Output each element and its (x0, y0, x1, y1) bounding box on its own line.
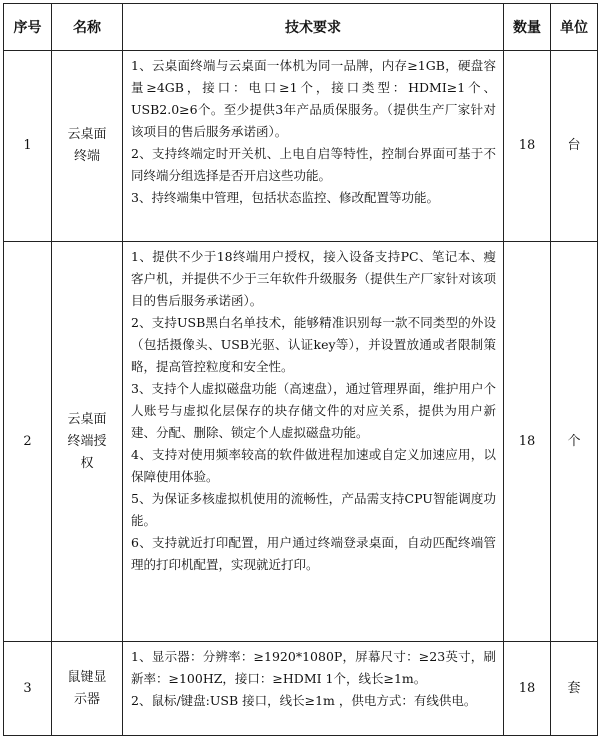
requirement-item: 1、显示器：分辨率：≥1920*1080P，屏幕尺寸：≥23英寸，刷新率：≥100HZ，接口：≥HDMI 1个，线长≥1m。 (131, 649, 496, 686)
spec-table (3, 3, 598, 736)
requirement-item: 4、支持对使用频率较高的软件做进程加速或自定义加速应用，以保障使用体验。 (131, 447, 496, 484)
requirement-item: 2、鼠标/键盘:USB 接口，线长≥1m ，供电方式：有线供电。 (131, 693, 477, 708)
header-index: 序号 (4, 4, 52, 51)
header-requirements: 技术要求 (123, 4, 504, 51)
requirement-item: 5、为保证多核虚拟机使用的流畅性，产品需支持CPU智能调度功能。 (131, 491, 496, 528)
table-row-2 (4, 242, 598, 642)
row-quantity: 18 (504, 642, 551, 736)
requirement-item: 1、提供不少于18终端用户授权，接入设备支持PC、笔记本、瘦客户机，并提供不少于三年软件升级服务（提供生产厂家针对该项目的售后服务承诺函）。 (131, 249, 496, 308)
requirement-item: 3、支持个人虚拟磁盘功能（高速盘），通过管理界面，维护用户个人账号与虚拟化层保存的块存储文件的对应关系，提供为用户新建、分配、删除、锁定个人虚拟磁盘功能。 (131, 381, 496, 440)
header-unit: 单位 (551, 4, 598, 51)
row-unit: 台 (551, 51, 598, 242)
table-row-3 (4, 642, 598, 736)
requirement-item: 3、持终端集中管理，包括状态监控、修改配置等功能。 (131, 190, 439, 205)
row-index: 2 (4, 242, 52, 642)
row-name: 云桌面终端授权 (52, 242, 123, 642)
row-name: 鼠键显示器 (52, 642, 123, 736)
row-quantity: 18 (504, 242, 551, 642)
row-unit: 个 (551, 242, 598, 642)
row-quantity: 18 (504, 51, 551, 242)
row-unit: 套 (551, 642, 598, 736)
row-index: 1 (4, 51, 52, 242)
row-name: 云桌面终端 (52, 51, 123, 242)
header-quantity: 数量 (504, 4, 551, 51)
requirement-item: 1、云桌面终端与云桌面一体机为同一品牌，内存≥1GB，硬盘容量≥4GB，接口：电口≥1个，接口类型：HDMI≥1个、USB2.0≥6个。至少提供3年产品质保服务。（提供生产厂家针对该项目的售后服务承诺函）。 (131, 58, 496, 139)
header-name: 名称 (52, 4, 123, 51)
row-requirements (123, 642, 504, 736)
row-requirements (123, 51, 504, 242)
header-row (4, 4, 598, 51)
row-index: 3 (4, 642, 52, 736)
requirement-item: 2、支持终端定时开关机、上电自启等特性，控制台界面可基于不同终端分组选择是否开启这些功能。 (131, 146, 496, 183)
row-requirements (123, 242, 504, 642)
table-row-1 (4, 51, 598, 242)
requirement-item: 2、支持USB黑白名单技术，能够精准识别每一款不同类型的外设（包括摄像头、USB光驱、认证key等），并设置放通或者限制策略，提高管控粒度和安全性。 (131, 315, 496, 374)
requirement-item: 6、支持就近打印配置，用户通过终端登录桌面，自动匹配终端管理的打印机配置，实现就近打印。 (131, 535, 496, 572)
